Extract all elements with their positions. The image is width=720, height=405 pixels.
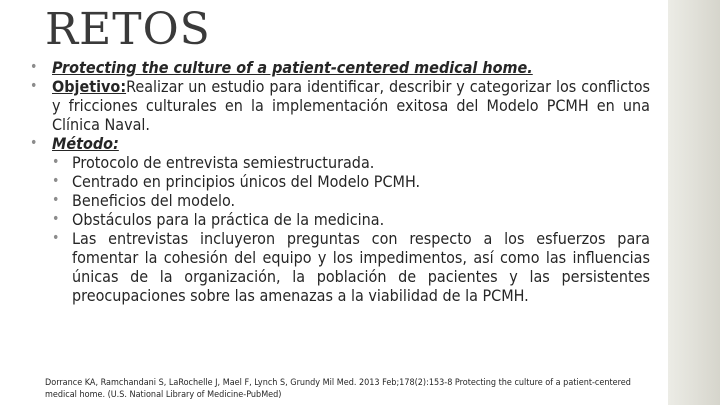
citation-reference: Dorrance KA, Ramchandani S, LaRochelle J, Mael F, Lynch S, Grundy Mil Med. 2013 Feb;178(2):153-8 Protecting the culture of a patient-centered medical home. (U.S. National Library of Medicine-PubMed) — [45, 378, 631, 400]
bullet-dot-icon: • — [52, 192, 60, 208]
sub-bullet-text: Obstáculos para la práctica de la medicina. — [72, 210, 385, 229]
bullet-dot-icon: • — [30, 59, 38, 75]
sub-bullet-item — [30, 191, 650, 210]
sub-bullet-text: Beneficios del modelo. — [72, 191, 236, 210]
sub-bullet-item — [30, 153, 650, 172]
bullet-dot-icon: • — [30, 135, 38, 151]
metodo-label: Método: — [52, 134, 119, 153]
bullet-item-metodo — [30, 134, 650, 153]
bullet-item-objetivo — [30, 77, 650, 134]
sub-bullet-item — [30, 172, 650, 191]
bullet-dot-icon: • — [52, 211, 60, 227]
slide-body — [30, 58, 650, 305]
bullet-dot-icon: • — [30, 78, 38, 94]
slide-title: RETOS — [45, 4, 211, 55]
sub-bullet-text: Las entrevistas incluyeron preguntas con respecto a los esfuerzos para fomentar la cohesión del equipo y los impedimentos, así como las influencias únicas de la organización, la población de pacientes y las persistentes preocupaciones sobre las amenazas a la viabilidad de la PCMH. — [72, 229, 650, 305]
decorative-side-bar — [668, 0, 720, 405]
sub-bullet-item — [30, 210, 650, 229]
bullet-dot-icon: • — [52, 154, 60, 170]
sub-bullet-text: Centrado en principios únicos del Modelo PCMH. — [72, 172, 421, 191]
study-title-text: Protecting the culture of a patient-centered medical home. — [52, 58, 533, 77]
sub-bullet-item — [30, 229, 650, 305]
bullet-dot-icon: • — [52, 230, 60, 246]
sub-bullet-text: Protocolo de entrevista semiestructurada. — [72, 153, 375, 172]
objetivo-text: Realizar un estudio para identificar, describir y categorizar los conflictos y fricciones culturales en la implementación exitosa del Modelo PCMH en una Clínica Naval. — [52, 77, 650, 134]
bullet-dot-icon: • — [52, 173, 60, 189]
bullet-list — [30, 58, 650, 305]
objetivo-label: Objetivo: — [52, 77, 127, 96]
bullet-item-study-title — [30, 58, 650, 77]
